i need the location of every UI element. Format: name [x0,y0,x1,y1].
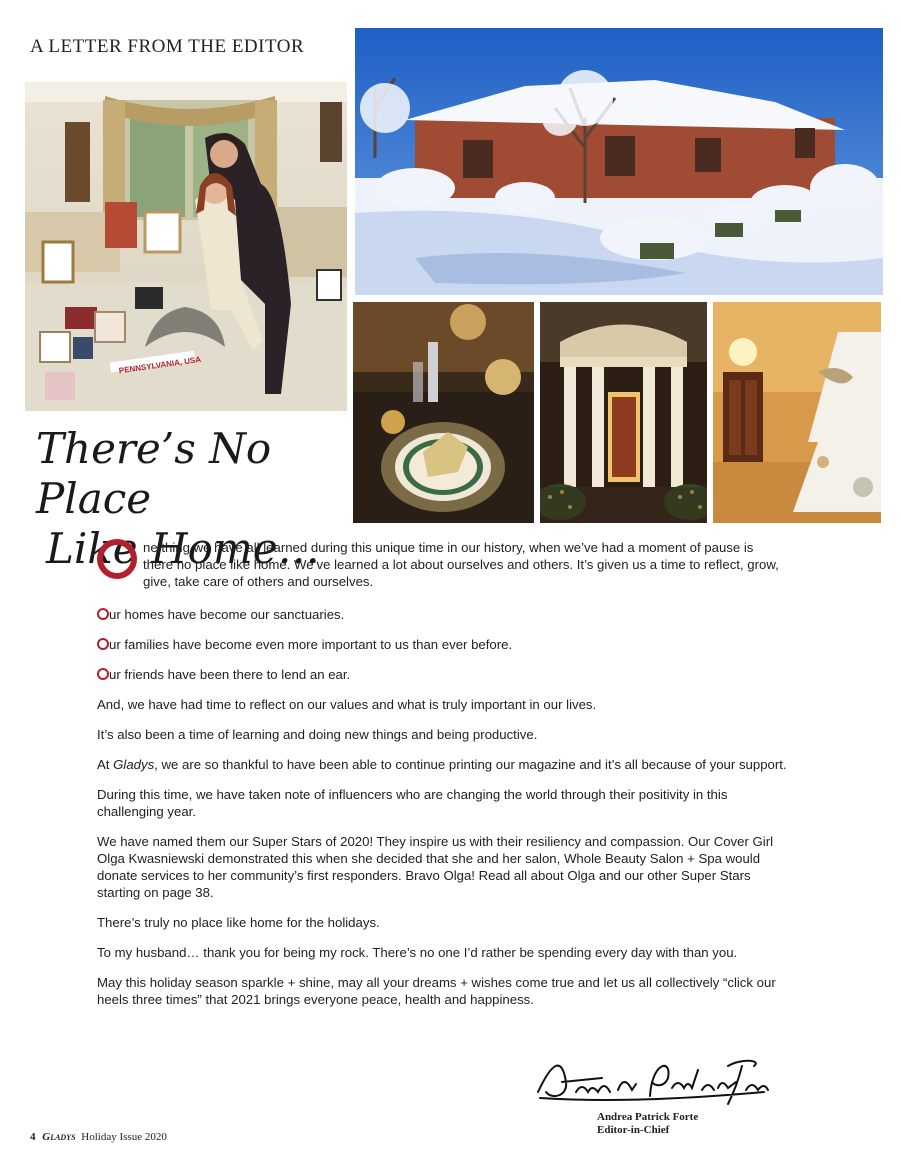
paragraph-super-stars: We have named them our Super Stars of 2020! They inspire us with their resiliency and compassion. Our Cover Girl Olga Kwasniewski demonstrated this when she decided that she and her salon, Whole Beauty Salon + Spa would donate services to her community’s first responders. Bravo Olga! Read all about Olga and our other Super Stars starting on page 38. [97,834,774,900]
page-footer [30,1131,167,1143]
editor-name: Andrea Patrick Forte [597,1111,699,1123]
pennant-text: PENNSYLVANIA, USA [118,354,202,376]
handwritten-signature [532,1052,772,1112]
interior-tree-photo [713,302,881,523]
letter-body [97,538,787,1021]
ring-o-icon [97,638,109,650]
drop-cap-o [97,539,137,579]
paragraph-thanks: At Gladys, we are so thankful to have been able to continue printing our magazine and it’s all because of your support. [97,757,787,772]
signature-block [597,1111,698,1137]
editor-role: Editor-in-Chief [597,1124,670,1136]
ring-o-icon [97,668,109,680]
title-line-1: There’s No Place [36,424,272,523]
paragraph-learning: It’s also been a time of learning and doing new things and being productive. [97,727,538,742]
paragraph-closing: May this holiday season sparkle + shine, may all your dreams + wishes come true and let us all collectively “click our heels three times” that 2021 brings everyone peace, health and happiness. [97,975,776,1007]
section-kicker: A LETTER FROM THE EDITOR [30,36,305,57]
ring-o-icon [97,608,109,620]
magazine-name: Gladys [113,757,155,772]
paragraph-husband: To my husband… thank you for being my rock. There’s no one I’d rather be spending every day with than you. [97,945,738,960]
lead-paragraph: ne thing we have all learned during this unique time in our history, when we’ve had a moment of pause is there no place like home. We’ve learned a lot about ourselves and others. It’s given us a time to reflect, grow, give, take care of others and ourselves. [97,538,787,590]
title-line-2: Like Home… [46,524,320,573]
page-number: 4 [30,1131,36,1143]
paragraph-families: ur families have become even more important to us than ever before. [97,636,787,653]
paragraph-values: And, we have had time to reflect on our values and what is truly important in our lives. [97,697,597,712]
snowy-house-photo [355,28,883,295]
paragraph-homes: ur homes have become our sanctuaries. [97,606,787,623]
footer-issue: Holiday Issue 2020 [81,1131,167,1143]
editor-couple-photo [25,82,347,411]
paragraph-influencers: During this time, we have taken note of influencers who are changing the world through their positivity in this challenging year. [97,787,728,819]
footer-brand: Gladys [42,1131,76,1143]
paragraph-friends: ur friends have been there to lend an ear. [97,666,787,683]
paragraph-holidays: There’s truly no place like home for the holidays. [97,915,380,930]
entrance-photo [540,302,707,523]
table-setting-photo [353,302,534,523]
